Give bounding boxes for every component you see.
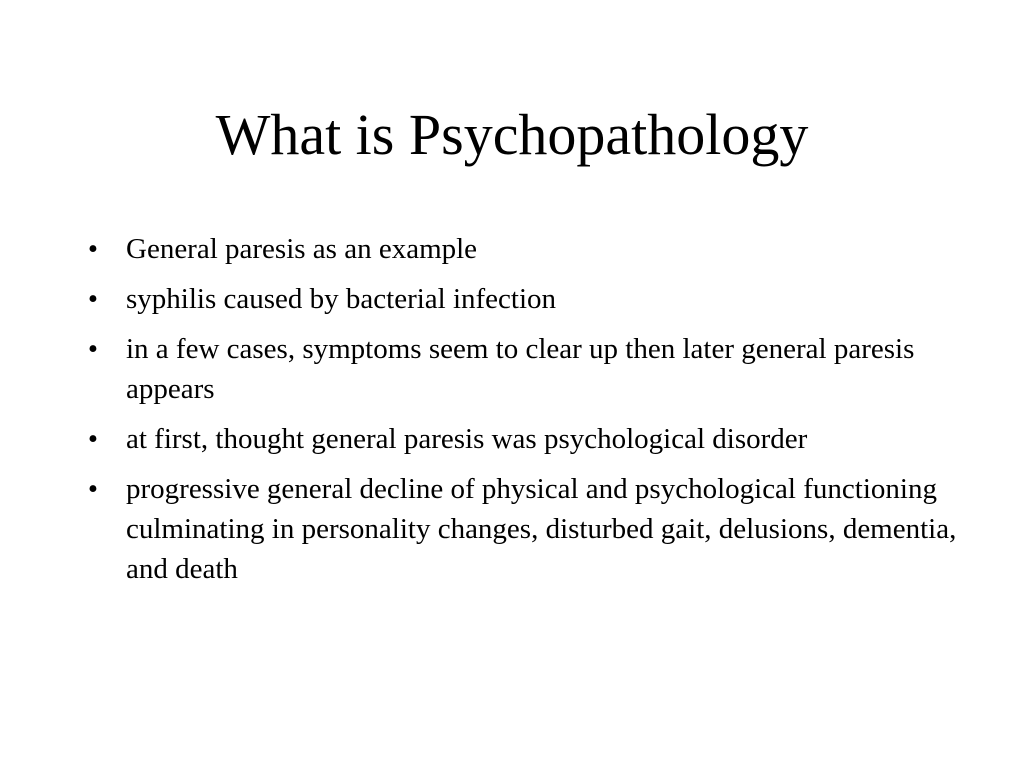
bullet-icon: • — [87, 233, 99, 265]
bullet-text: syphilis caused by bacterial infection — [126, 283, 557, 315]
bullet-item — [83, 229, 963, 269]
bullet-list — [83, 229, 963, 599]
bullet-item — [83, 329, 963, 409]
bullet-item — [83, 469, 963, 589]
bullet-icon: • — [87, 423, 99, 455]
bullet-text: progressive general decline of physical and psychological functioning culminating in personality changes, disturbed gait, delusions, dementia, and death — [126, 473, 957, 585]
bullet-icon: • — [87, 333, 99, 365]
bullet-text: General paresis as an example — [126, 233, 478, 265]
bullet-item — [83, 419, 963, 459]
bullet-icon: • — [87, 473, 99, 505]
bullet-text: at first, thought general paresis was psychological disorder — [126, 423, 808, 455]
bullet-text: in a few cases, symptoms seem to clear up then later general paresis appears — [126, 333, 915, 405]
slide-title: What is Psychopathology — [215, 102, 809, 167]
bullet-item — [83, 279, 963, 319]
bullet-icon: • — [87, 283, 99, 315]
